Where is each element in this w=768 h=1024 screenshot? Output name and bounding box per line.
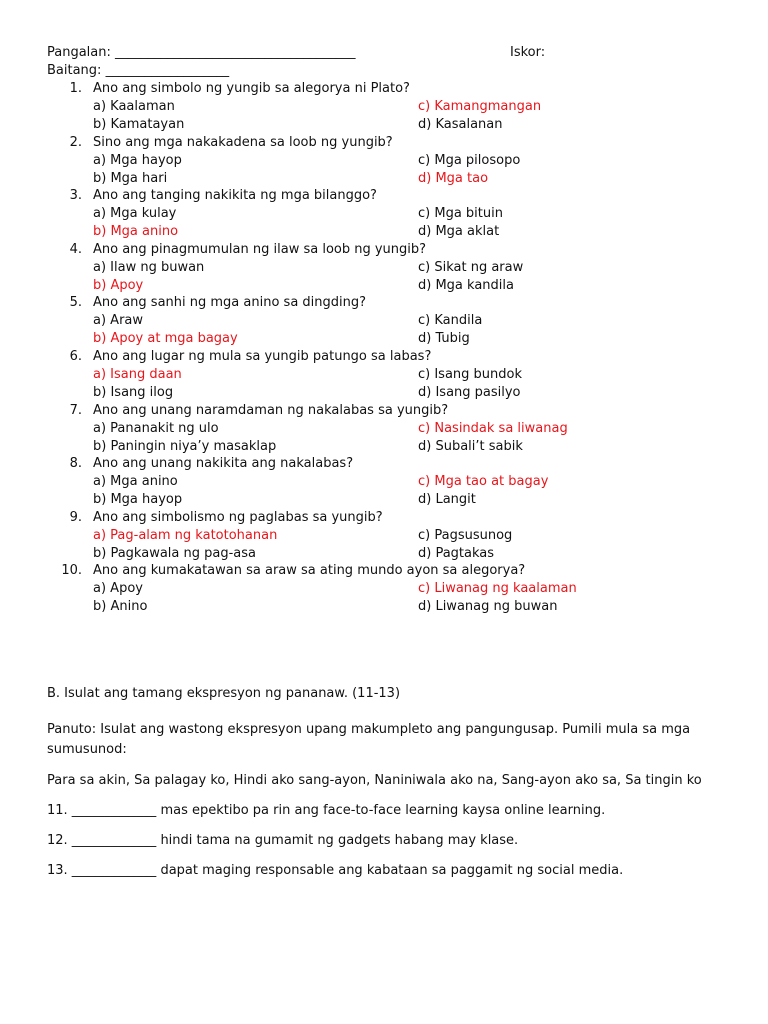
choice-b: b) Apoy at mga bagay (93, 331, 238, 347)
choice-c: c) Pagsusunog (418, 527, 513, 543)
choice-a: a) Kaalaman (93, 99, 175, 114)
question-text: Sino ang mga nakakadena sa loob ng yungib? (93, 134, 393, 150)
choice-a: a) Araw (93, 313, 144, 329)
choice-a: a) Isang daan (93, 367, 182, 382)
choice-c: c) Mga pilosopo (418, 152, 521, 168)
question-text: Ano ang simbolismo ng paglabas sa yungib? (93, 509, 383, 525)
choice-c: c) Nasindak sa liwanag (418, 420, 568, 436)
choice-d: d) Pagtakas (418, 545, 495, 561)
question-text: Ano ang pinagmumulan ng ilaw sa loob ng yungib? (93, 241, 427, 257)
choice-a: a) Apoy (93, 581, 143, 597)
choice-d: d) Kasalanan (418, 117, 503, 132)
choice-c: c) Isang bundok (418, 367, 523, 382)
question-text: Ano ang unang naramdaman ng nakalabas sa yungib? (93, 402, 449, 418)
question-number: 5. (69, 295, 82, 311)
question-text: Ano ang tanging nakikita ng mga bilanggo? (93, 188, 377, 204)
choice-c: c) Sikat ng araw (418, 259, 524, 275)
choice-c: c) Mga tao at bagay (418, 474, 549, 490)
question-text: Ano ang sanhi ng mga anino sa dingding? (93, 295, 367, 311)
score-field: Iskor: (510, 45, 546, 60)
name-field: Pangalan: _____________________________________ (47, 45, 356, 60)
choice-b: b) Paningin niya’y masaklap (93, 438, 277, 454)
choice-b: b) Mga anino (93, 224, 179, 240)
choice-c: c) Kamangmangan (418, 99, 542, 114)
choice-b: b) Anino (93, 599, 148, 615)
choice-d: d) Isang pasilyo (418, 385, 521, 400)
choice-d: d) Mga aklat (418, 224, 500, 240)
choice-a: a) Mga hayop (93, 152, 182, 168)
choice-b: b) Pagkawala ng pag-asa (93, 545, 256, 561)
section-b-title: B. Isulat ang tamang ekspresyon ng pananaw. (11-13) (47, 686, 401, 701)
question-text: Ano ang simbolo ng yungib sa alegorya ni Plato? (93, 81, 410, 96)
question-number: 9. (69, 509, 82, 525)
question-number: 4. (69, 241, 82, 257)
fill-item-13: 13. _____________ dapat maging responsable ang kabataan sa paggamit ng social media. (47, 863, 624, 878)
choice-d: d) Langit (418, 492, 476, 508)
question-text: Ano ang kumakatawan sa araw sa ating mundo ayon sa alegorya? (93, 563, 526, 579)
choice-b: b) Kamatayan (93, 117, 185, 132)
choice-b: b) Apoy (93, 277, 144, 293)
grade-field: Baitang: ___________________ (47, 63, 230, 78)
fill-item-12: 12. _____________ hindi tama na gumamit ng gadgets habang may klase. (47, 833, 519, 848)
choice-a: a) Mga anino (93, 474, 178, 490)
choice-b: b) Mga hari (93, 170, 168, 186)
choice-b: b) Isang ilog (93, 385, 174, 400)
question-number: 6. (69, 349, 82, 364)
fill-item-11: 11. _____________ mas epektibo pa rin ang face-to-face learning kaysa online learning. (47, 803, 606, 818)
question-text: Ano ang lugar ng mula sa yungib patungo sa labas? (93, 349, 432, 364)
choice-d: d) Subali’t sabik (418, 438, 523, 454)
choice-a: a) Ilaw ng buwan (93, 259, 205, 275)
choice-d: d) Mga tao (418, 170, 489, 186)
question-number: 7. (69, 402, 82, 418)
choice-d: d) Mga kandila (418, 277, 514, 293)
choice-b: b) Mga hayop (93, 492, 183, 508)
choice-a: a) Pananakit ng ulo (93, 420, 219, 436)
choice-d: d) Liwanag ng buwan (418, 599, 558, 615)
expression-choices: Para sa akin, Sa palagay ko, Hindi ako sang-ayon, Naniniwala ako na, Sang-ayon ako sa, Sa tingin ko (47, 773, 702, 788)
choice-c: c) Liwanag ng kaalaman (418, 581, 577, 597)
question-text: Ano ang unang nakikita ang nakalabas? (93, 456, 354, 472)
question-number: 10. (61, 563, 82, 579)
choice-d: d) Tubig (418, 331, 470, 347)
question-number: 3. (69, 188, 82, 204)
question-number: 2. (69, 134, 82, 150)
choice-a: a) Pag-alam ng katotohanan (93, 527, 278, 543)
section-b-instructions: Panuto: Isulat ang wastong ekspresyon upang makumpleto ang pangungusap. Pumili mula sa mga sumusunod: (47, 722, 691, 757)
choice-a: a) Mga kulay (93, 206, 177, 222)
choice-c: c) Mga bituin (418, 206, 503, 222)
question-number: 1. (69, 81, 82, 96)
choice-c: c) Kandila (418, 313, 483, 329)
question-number: 8. (69, 456, 82, 472)
